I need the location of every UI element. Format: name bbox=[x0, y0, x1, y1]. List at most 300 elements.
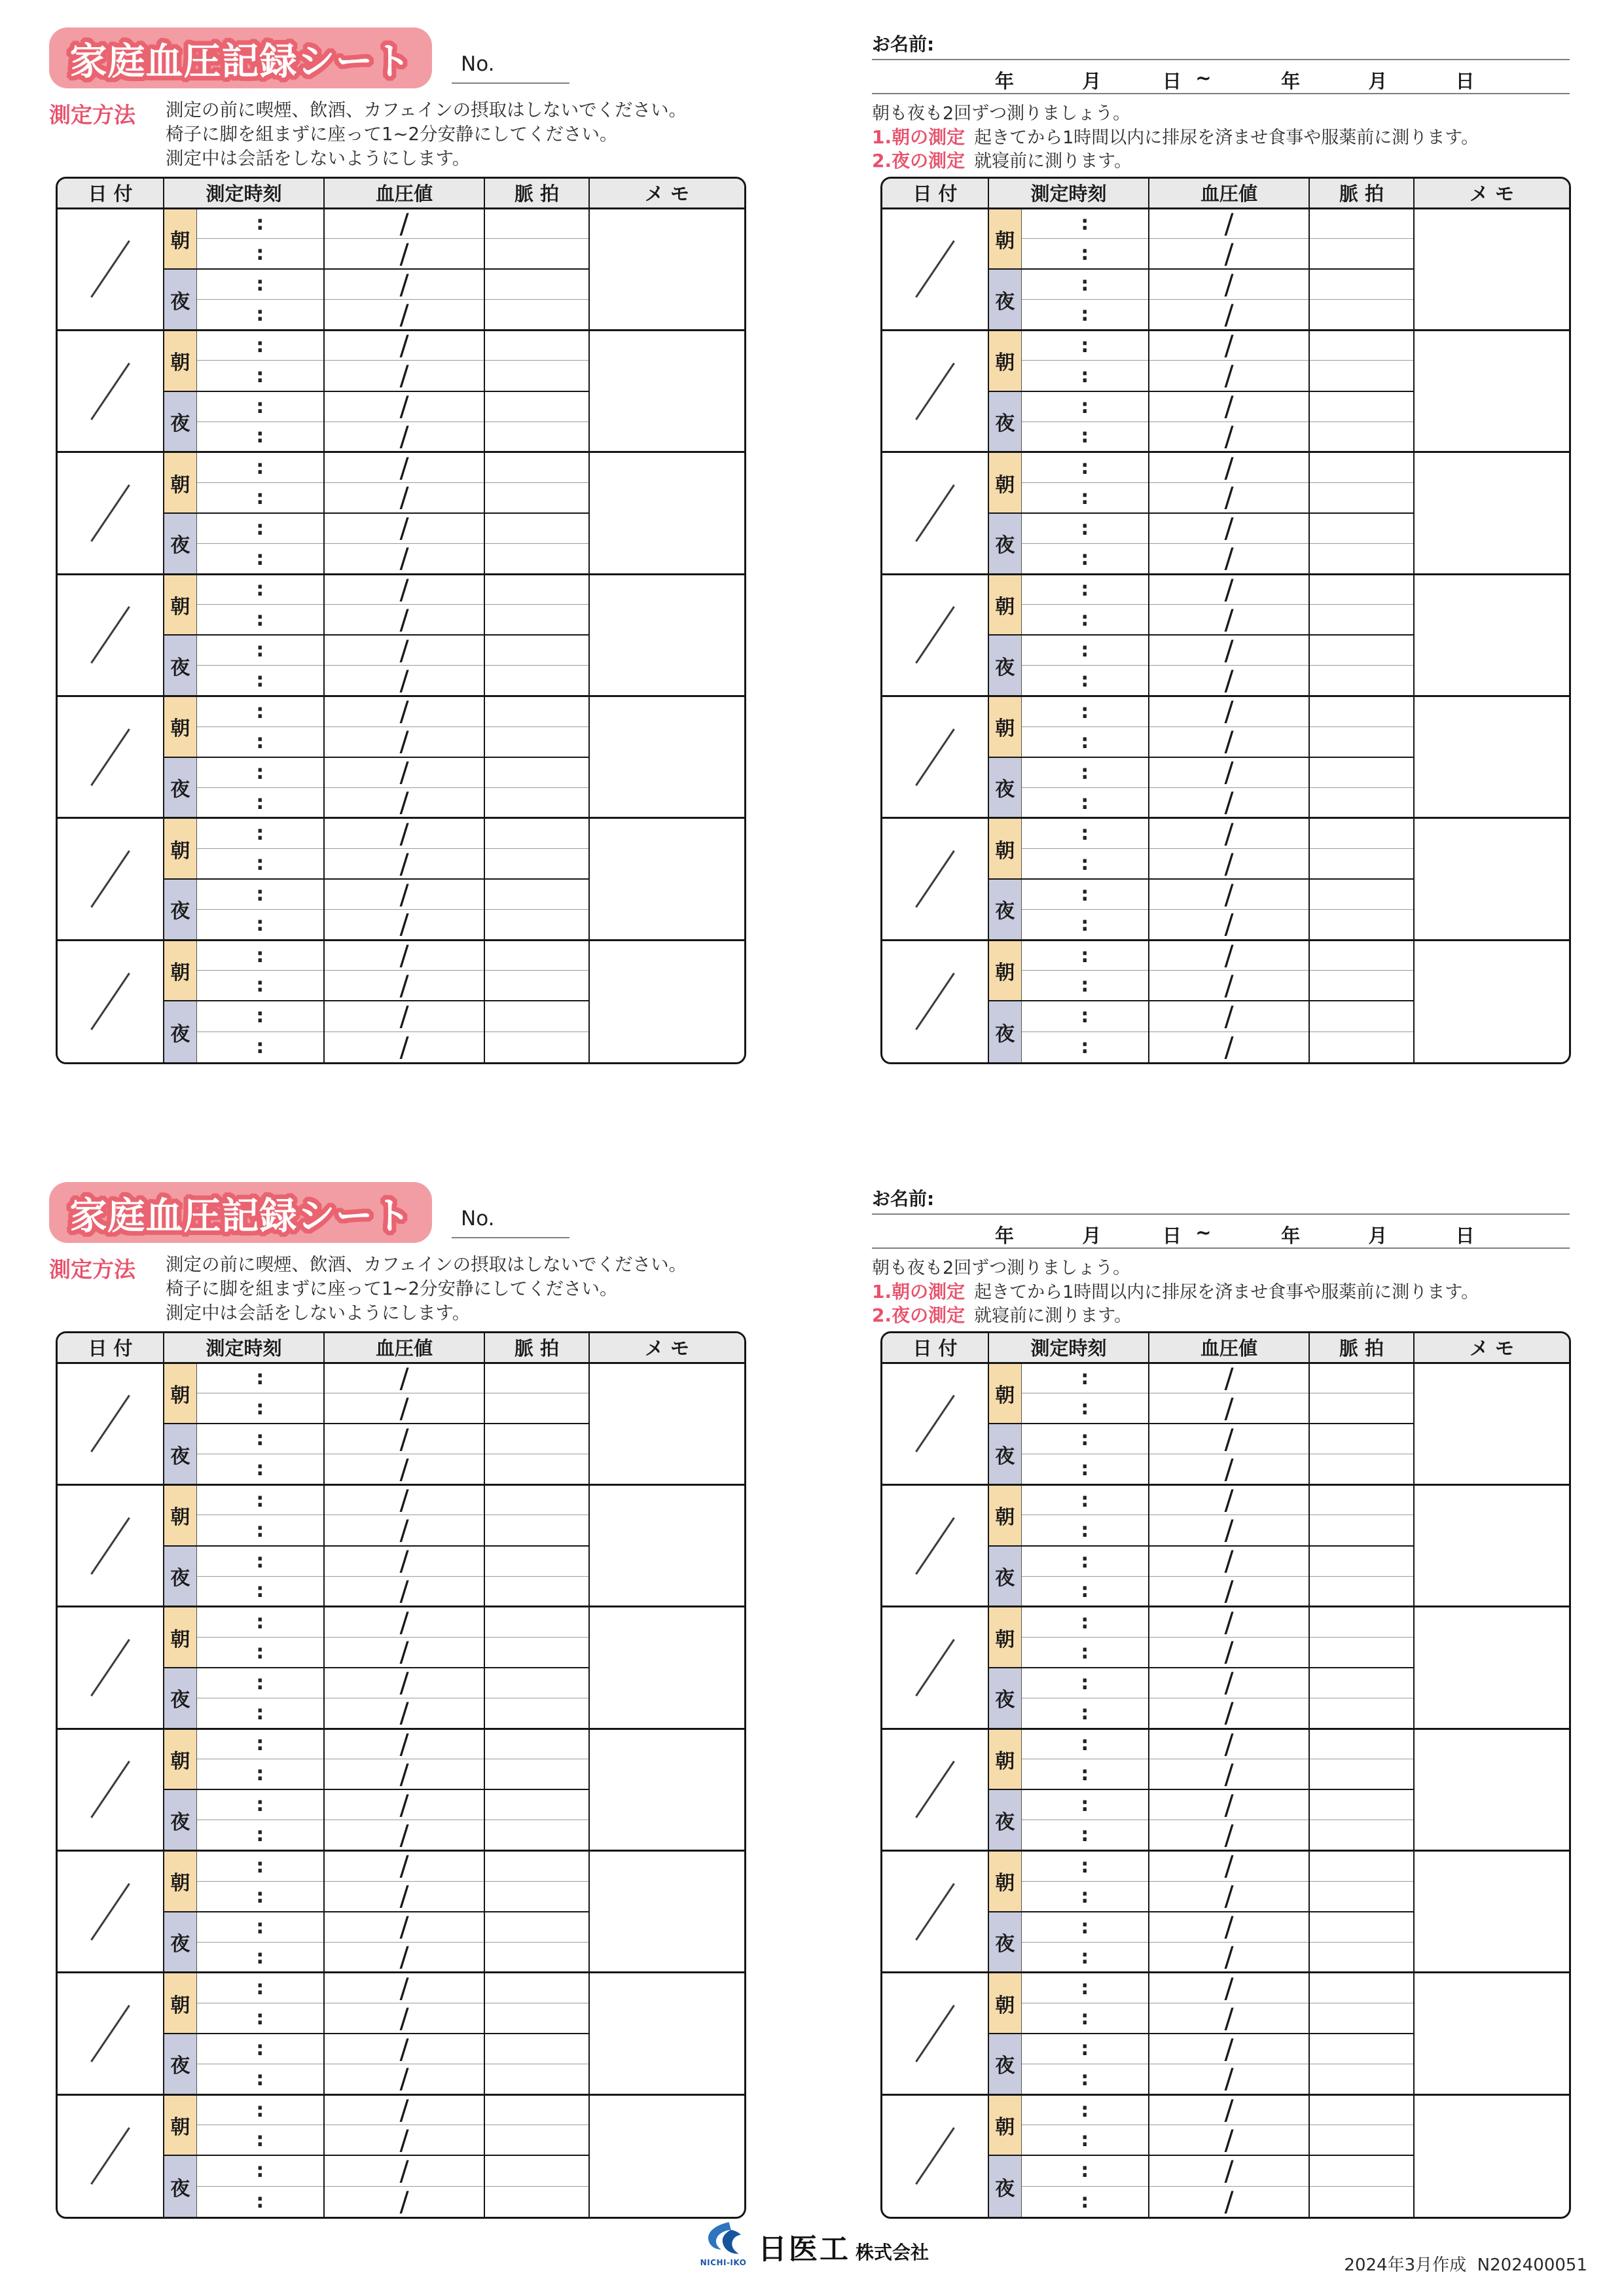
date-field-month-end: 月 bbox=[1368, 1225, 1388, 1247]
pulse-entry-cell bbox=[484, 1729, 589, 1759]
bp-slash-mark: / bbox=[1224, 999, 1234, 1032]
bp-slash-mark: / bbox=[1224, 2032, 1234, 2065]
method-label: 測定方法 bbox=[49, 1257, 135, 1282]
date-slash-mark bbox=[90, 850, 130, 908]
bp-entry-cell bbox=[324, 910, 484, 941]
period-morning-cell: 朝 bbox=[988, 330, 1021, 391]
time-entry-cell: : bbox=[1021, 1484, 1149, 1515]
date-slash-mark bbox=[90, 1639, 130, 1696]
name-label: お名前: bbox=[872, 1188, 935, 1210]
time-entry-cell: : bbox=[1021, 1942, 1149, 1973]
pulse-entry-cell bbox=[484, 1759, 589, 1790]
bp-entry-cell bbox=[324, 1729, 484, 1759]
name-label: お名前: bbox=[872, 33, 935, 55]
date-slash-mark bbox=[90, 363, 130, 420]
memo-cell bbox=[1414, 1851, 1569, 1973]
time-entry-cell: : bbox=[196, 1393, 324, 1424]
time-entry-cell: : bbox=[196, 1973, 324, 2003]
morning-step bbox=[872, 123, 1479, 149]
time-entry-cell: : bbox=[1021, 1001, 1149, 1031]
bp-slash-mark: / bbox=[399, 1850, 409, 1882]
time-entry-cell: : bbox=[1021, 2034, 1149, 2064]
time-entry-cell: : bbox=[1021, 971, 1149, 1001]
method-line-1: 測定の前に喫煙、飲酒、カフェインの摂取はしないでください。 bbox=[166, 99, 687, 120]
time-entry-cell: : bbox=[1021, 2125, 1149, 2156]
pulse-entry-cell bbox=[1309, 452, 1414, 483]
bp-entry-cell bbox=[1149, 544, 1309, 575]
date-cell bbox=[58, 696, 164, 818]
col-header-memo: メ モ bbox=[1414, 1333, 1569, 1363]
period-night-cell: 夜 bbox=[988, 513, 1021, 574]
bp-entry-cell bbox=[1149, 1576, 1309, 1607]
pulse-entry-cell bbox=[1309, 1759, 1414, 1790]
logo-roman-text: NICHI-IKO bbox=[700, 2258, 747, 2267]
time-entry-cell: : bbox=[196, 300, 324, 331]
memo-cell bbox=[589, 2094, 744, 2217]
method-line-3: 測定中は会話をしないようにします。 bbox=[166, 148, 471, 169]
col-header-pulse: 脈 拍 bbox=[484, 1333, 589, 1363]
pulse-entry-cell bbox=[484, 848, 589, 879]
morning-step-label: 1.朝の測定 bbox=[872, 126, 965, 148]
period-morning-cell: 朝 bbox=[164, 1729, 196, 1789]
time-entry-cell: : bbox=[1021, 300, 1149, 331]
company-suffix: 株式会社 bbox=[856, 2242, 929, 2263]
header-left-block bbox=[49, 1179, 746, 1329]
bp-slash-mark: / bbox=[399, 2001, 409, 2034]
time-entry-cell: : bbox=[1021, 940, 1149, 971]
time-entry-cell: : bbox=[196, 1789, 324, 1820]
date-cell bbox=[58, 1851, 164, 1973]
pulse-entry-cell bbox=[1309, 1001, 1414, 1031]
pulse-entry-cell bbox=[484, 1851, 589, 1882]
method-line-3: 測定中は会話をしないようにします。 bbox=[166, 1302, 471, 1323]
memo-cell bbox=[589, 452, 744, 574]
time-entry-cell: : bbox=[1021, 1729, 1149, 1759]
bp-slash-mark: / bbox=[1224, 2094, 1234, 2126]
bp-slash-mark: / bbox=[399, 2032, 409, 2065]
memo-cell bbox=[1414, 696, 1569, 818]
time-entry-cell: : bbox=[196, 787, 324, 818]
col-header-time: 測定時刻 bbox=[988, 179, 1149, 208]
bp-slash-mark: / bbox=[1224, 1422, 1234, 1455]
bp-slash-mark: / bbox=[1224, 2123, 1234, 2156]
pulse-entry-cell bbox=[1309, 391, 1414, 422]
bp-entry-cell bbox=[324, 848, 484, 879]
bp-entry-cell bbox=[1149, 910, 1309, 941]
bp-slash-mark: / bbox=[1224, 1514, 1234, 1547]
bp-entry-cell bbox=[324, 482, 484, 513]
date-slash-mark bbox=[915, 850, 955, 908]
bp-slash-mark: / bbox=[1224, 1818, 1234, 1851]
nichiiko-logo bbox=[698, 2221, 749, 2267]
night-step bbox=[872, 147, 1132, 173]
date-slash-mark bbox=[915, 606, 955, 664]
time-entry-cell: : bbox=[1021, 1789, 1149, 1820]
bp-entry-cell bbox=[1149, 330, 1309, 361]
bp-entry-cell bbox=[324, 1912, 484, 1943]
pulse-entry-cell bbox=[1309, 1484, 1414, 1515]
memo-cell bbox=[589, 1973, 744, 2094]
date-cell bbox=[882, 940, 988, 1062]
date-slash-mark bbox=[90, 973, 130, 1030]
date-slash-mark bbox=[90, 606, 130, 664]
memo-cell bbox=[589, 1729, 744, 1850]
memo-cell bbox=[589, 1607, 744, 1729]
period-morning-cell: 朝 bbox=[164, 1607, 196, 1668]
pulse-entry-cell bbox=[1309, 940, 1414, 971]
time-entry-cell: : bbox=[196, 1759, 324, 1790]
period-morning-cell: 朝 bbox=[164, 940, 196, 1001]
date-cell bbox=[882, 330, 988, 452]
period-night-cell: 夜 bbox=[164, 391, 196, 452]
bp-entry-cell bbox=[1149, 1851, 1309, 1882]
date-range-tilde: ~ bbox=[1195, 1221, 1212, 1244]
day-row-morning-1 bbox=[58, 818, 744, 849]
memo-cell bbox=[1414, 452, 1569, 574]
method-section bbox=[49, 98, 687, 171]
col-header-time: 測定時刻 bbox=[164, 179, 324, 208]
time-entry-cell: : bbox=[196, 2034, 324, 2064]
day-row-morning-1 bbox=[58, 1607, 744, 1638]
bp-entry-cell bbox=[1149, 1912, 1309, 1943]
time-entry-cell: : bbox=[1021, 239, 1149, 270]
time-entry-cell: : bbox=[196, 1668, 324, 1698]
pulse-entry-cell bbox=[1309, 1729, 1414, 1759]
bp-slash-mark: / bbox=[1224, 1941, 1234, 1973]
bp-entry-cell bbox=[1149, 848, 1309, 879]
pulse-entry-cell bbox=[1309, 1912, 1414, 1943]
bp-slash-mark: / bbox=[1224, 1850, 1234, 1882]
pulse-entry-cell bbox=[484, 2064, 589, 2095]
pulse-entry-cell bbox=[1309, 1820, 1414, 1851]
bp-slash-mark: / bbox=[1224, 1484, 1234, 1516]
pulse-entry-cell bbox=[484, 1942, 589, 1973]
bp-entry-cell bbox=[1149, 1698, 1309, 1729]
pulse-entry-cell bbox=[1309, 2125, 1414, 2156]
period-night-cell: 夜 bbox=[164, 1668, 196, 1729]
bp-entry-cell bbox=[324, 513, 484, 544]
bp-slash-mark: / bbox=[399, 817, 409, 850]
period-morning-cell: 朝 bbox=[164, 696, 196, 757]
memo-cell bbox=[1414, 818, 1569, 940]
night-step-text: 就寝前に測ります。 bbox=[974, 151, 1132, 171]
pulse-entry-cell bbox=[484, 1363, 589, 1393]
bp-entry-cell bbox=[1149, 1820, 1309, 1851]
bp-slash-mark: / bbox=[1224, 420, 1234, 452]
bp-slash-mark: / bbox=[1224, 481, 1234, 514]
method-line-1: 測定の前に喫煙、飲酒、カフェインの摂取はしないでください。 bbox=[166, 1254, 687, 1275]
date-cell bbox=[882, 818, 988, 940]
period-morning-cell: 朝 bbox=[988, 208, 1021, 269]
bp-slash-mark: / bbox=[399, 1391, 409, 1424]
col-header-bp: 血圧値 bbox=[324, 179, 484, 208]
bp-entry-cell bbox=[1149, 1668, 1309, 1698]
bp-slash-mark: / bbox=[399, 1514, 409, 1547]
pulse-entry-cell bbox=[1309, 1698, 1414, 1729]
time-entry-cell: : bbox=[196, 361, 324, 391]
date-field-year-start: 年 bbox=[995, 70, 1015, 92]
period-morning-cell: 朝 bbox=[988, 940, 1021, 1001]
bp-entry-cell bbox=[1149, 482, 1309, 513]
pulse-entry-cell bbox=[484, 1698, 589, 1729]
pulse-entry-cell bbox=[484, 1515, 589, 1546]
morning-step-text: 起きてから1時間以内に排尿を済ませ食事や服薬前に測ります。 bbox=[974, 128, 1479, 148]
memo-cell bbox=[589, 1851, 744, 1973]
bp-slash-mark: / bbox=[399, 939, 409, 972]
bp-entry-cell bbox=[1149, 1789, 1309, 1820]
pulse-entry-cell bbox=[1309, 544, 1414, 575]
bp-entry-cell bbox=[324, 2125, 484, 2156]
time-entry-cell: : bbox=[1021, 208, 1149, 239]
bp-slash-mark: / bbox=[1224, 725, 1234, 758]
bp-slash-mark: / bbox=[399, 969, 409, 1001]
day-row-morning-1 bbox=[58, 1973, 744, 2003]
bp-slash-mark: / bbox=[399, 481, 409, 514]
bp-entry-cell bbox=[324, 605, 484, 636]
bp-slash-mark: / bbox=[399, 1880, 409, 1912]
day-row-morning-1 bbox=[58, 208, 744, 239]
col-header-time: 測定時刻 bbox=[164, 1333, 324, 1363]
pulse-entry-cell bbox=[484, 1001, 589, 1031]
bp-slash-mark: / bbox=[399, 725, 409, 758]
period-night-cell: 夜 bbox=[164, 635, 196, 696]
date-cell bbox=[58, 818, 164, 940]
period-night-cell: 夜 bbox=[988, 1424, 1021, 1484]
bp-slash-mark: / bbox=[1224, 237, 1234, 270]
bp-entry-cell bbox=[324, 300, 484, 331]
date-slash-mark bbox=[915, 484, 955, 542]
bp-entry-cell bbox=[1149, 239, 1309, 270]
col-header-memo: メ モ bbox=[589, 179, 744, 208]
time-entry-cell: : bbox=[1021, 361, 1149, 391]
date-slash-mark bbox=[915, 1517, 955, 1575]
pulse-entry-cell bbox=[1309, 361, 1414, 391]
bp-slash-mark: / bbox=[399, 695, 409, 728]
date-field-day-end: 日 bbox=[1455, 1225, 1475, 1247]
col-header-date: 日 付 bbox=[882, 179, 988, 208]
pulse-entry-cell bbox=[1309, 787, 1414, 818]
period-morning-cell: 朝 bbox=[164, 2094, 196, 2155]
memo-cell bbox=[589, 574, 744, 696]
pulse-entry-cell bbox=[484, 239, 589, 270]
day-row-morning-1 bbox=[58, 1484, 744, 1515]
bp-entry-cell bbox=[1149, 940, 1309, 971]
bp-entry-cell bbox=[324, 1881, 484, 1912]
period-morning-cell: 朝 bbox=[988, 1363, 1021, 1424]
pulse-entry-cell bbox=[1309, 1454, 1414, 1485]
day-row-morning-1 bbox=[882, 2094, 1569, 2125]
bp-entry-cell bbox=[324, 422, 484, 452]
bp-entry-cell bbox=[1149, 726, 1309, 757]
pulse-entry-cell bbox=[1309, 574, 1414, 605]
pulse-entry-cell bbox=[484, 910, 589, 941]
time-entry-cell: : bbox=[1021, 391, 1149, 422]
time-entry-cell: : bbox=[1021, 635, 1149, 666]
bp-entry-cell bbox=[1149, 391, 1309, 422]
bp-entry-cell bbox=[324, 208, 484, 239]
col-header-memo: メ モ bbox=[1414, 179, 1569, 208]
pulse-entry-cell bbox=[1309, 879, 1414, 910]
bp-slash-mark: / bbox=[399, 999, 409, 1032]
sheet-half bbox=[0, 25, 1624, 1072]
bp-entry-cell bbox=[324, 726, 484, 757]
time-entry-cell: : bbox=[196, 1515, 324, 1546]
bp-slash-mark: / bbox=[399, 512, 409, 545]
pulse-entry-cell bbox=[484, 330, 589, 361]
bp-slash-mark: / bbox=[399, 1696, 409, 1729]
pulse-entry-cell bbox=[484, 696, 589, 727]
period-night-cell: 夜 bbox=[164, 879, 196, 940]
date-cell bbox=[882, 452, 988, 574]
time-entry-cell: : bbox=[1021, 696, 1149, 727]
date-cell bbox=[882, 696, 988, 818]
bp-entry-cell bbox=[324, 757, 484, 788]
pulse-entry-cell bbox=[1309, 422, 1414, 452]
bp-table-left bbox=[56, 177, 746, 1064]
time-entry-cell: : bbox=[196, 848, 324, 879]
date-slash-mark bbox=[90, 2005, 130, 2062]
date-slash-mark bbox=[915, 1395, 955, 1452]
time-entry-cell: : bbox=[196, 1881, 324, 1912]
time-entry-cell: : bbox=[196, 1031, 324, 1062]
period-morning-cell: 朝 bbox=[164, 1484, 196, 1545]
period-night-cell: 夜 bbox=[164, 1789, 196, 1850]
bp-slash-mark: / bbox=[399, 1422, 409, 1455]
no-label: No. bbox=[461, 52, 495, 76]
time-entry-cell: : bbox=[196, 330, 324, 361]
bp-slash-mark: / bbox=[399, 451, 409, 484]
bp-slash-mark: / bbox=[399, 1941, 409, 1973]
bp-entry-cell bbox=[324, 1484, 484, 1515]
time-entry-cell: : bbox=[1021, 544, 1149, 575]
header-left-block bbox=[49, 25, 746, 174]
memo-cell bbox=[589, 208, 744, 330]
period-morning-cell: 朝 bbox=[164, 818, 196, 879]
bp-slash-mark: / bbox=[399, 756, 409, 789]
day-row-morning-1 bbox=[882, 330, 1569, 361]
bp-slash-mark: / bbox=[1224, 1971, 1234, 2004]
day-row-morning-1 bbox=[58, 2094, 744, 2125]
bp-slash-mark: / bbox=[399, 542, 409, 575]
time-entry-cell: : bbox=[1021, 269, 1149, 300]
bp-entry-cell bbox=[324, 787, 484, 818]
time-entry-cell: : bbox=[196, 666, 324, 696]
time-entry-cell: : bbox=[196, 1851, 324, 1882]
pulse-entry-cell bbox=[1309, 239, 1414, 270]
pulse-entry-cell bbox=[484, 787, 589, 818]
date-cell bbox=[58, 574, 164, 696]
bp-entry-cell bbox=[1149, 269, 1309, 300]
date-cell bbox=[882, 1729, 988, 1850]
time-entry-cell: : bbox=[196, 1363, 324, 1393]
bp-entry-cell bbox=[324, 1851, 484, 1882]
date-cell bbox=[58, 1729, 164, 1850]
pulse-entry-cell bbox=[1309, 1546, 1414, 1577]
period-night-cell: 夜 bbox=[164, 2155, 196, 2217]
bp-entry-cell bbox=[324, 1789, 484, 1820]
page-footer bbox=[0, 2220, 1624, 2286]
date-underline bbox=[872, 93, 1570, 94]
pulse-entry-cell bbox=[484, 879, 589, 910]
time-entry-cell: : bbox=[196, 2125, 324, 2156]
bp-entry-cell bbox=[324, 1393, 484, 1424]
pulse-entry-cell bbox=[484, 2186, 589, 2217]
time-entry-cell: : bbox=[196, 1454, 324, 1485]
bp-entry-cell bbox=[1149, 1001, 1309, 1031]
day-row-morning-1 bbox=[58, 1851, 744, 1882]
pulse-entry-cell bbox=[484, 1881, 589, 1912]
bp-slash-mark: / bbox=[399, 268, 409, 300]
bp-slash-mark: / bbox=[1224, 1545, 1234, 1577]
morning-step-label: 1.朝の測定 bbox=[872, 1281, 965, 1302]
pulse-entry-cell bbox=[484, 482, 589, 513]
time-entry-cell: : bbox=[1021, 726, 1149, 757]
measure-note: 朝も夜も2回ずつ測りましょう。 bbox=[872, 103, 1131, 124]
bp-slash-mark: / bbox=[1224, 207, 1234, 240]
time-entry-cell: : bbox=[196, 1729, 324, 1759]
bp-slash-mark: / bbox=[399, 1971, 409, 2004]
date-field-month-start: 月 bbox=[1082, 1225, 1102, 1247]
tables-row bbox=[56, 1331, 1571, 2219]
bp-entry-cell bbox=[324, 1820, 484, 1851]
bp-slash-mark: / bbox=[399, 1666, 409, 1699]
time-entry-cell: : bbox=[1021, 1973, 1149, 2003]
pulse-entry-cell bbox=[484, 574, 589, 605]
no-field bbox=[452, 52, 569, 84]
period-morning-cell: 朝 bbox=[164, 208, 196, 269]
bp-slash-mark: / bbox=[1224, 573, 1234, 605]
time-entry-cell: : bbox=[196, 971, 324, 1001]
title-badge bbox=[49, 1182, 432, 1243]
date-cell bbox=[58, 330, 164, 452]
pulse-entry-cell bbox=[484, 208, 589, 239]
time-entry-cell: : bbox=[196, 1912, 324, 1943]
bp-slash-mark: / bbox=[1224, 969, 1234, 1001]
pulse-entry-cell bbox=[484, 452, 589, 483]
bp-entry-cell bbox=[1149, 422, 1309, 452]
date-cell bbox=[882, 208, 988, 330]
time-entry-cell: : bbox=[1021, 1637, 1149, 1668]
pulse-entry-cell bbox=[1309, 635, 1414, 666]
period-night-cell: 夜 bbox=[164, 757, 196, 818]
measure-note: 朝も夜も2回ずつ測りましょう。 bbox=[872, 1258, 1131, 1278]
bp-slash-mark: / bbox=[399, 1452, 409, 1485]
bp-slash-mark: / bbox=[1224, 451, 1234, 484]
pulse-entry-cell bbox=[1309, 208, 1414, 239]
pulse-entry-cell bbox=[1309, 330, 1414, 361]
bp-entry-cell bbox=[1149, 971, 1309, 1001]
date-field-year-end: 年 bbox=[1281, 70, 1301, 92]
bp-slash-mark: / bbox=[399, 359, 409, 392]
time-entry-cell: : bbox=[1021, 1031, 1149, 1062]
time-entry-cell: : bbox=[196, 1820, 324, 1851]
time-entry-cell: : bbox=[1021, 2064, 1149, 2095]
pulse-entry-cell bbox=[484, 1607, 589, 1638]
day-row-morning-1 bbox=[58, 330, 744, 361]
bp-entry-cell bbox=[1149, 2094, 1309, 2125]
col-header-pulse: 脈 拍 bbox=[1309, 179, 1414, 208]
time-entry-cell: : bbox=[196, 1698, 324, 1729]
day-row-morning-1 bbox=[882, 1363, 1569, 1393]
bp-slash-mark: / bbox=[399, 1484, 409, 1516]
memo-cell bbox=[1414, 574, 1569, 696]
pulse-entry-cell bbox=[1309, 269, 1414, 300]
day-row-morning-1 bbox=[882, 818, 1569, 849]
bp-entry-cell bbox=[1149, 1607, 1309, 1638]
bp-entry-cell bbox=[1149, 361, 1309, 391]
date-cell bbox=[58, 208, 164, 330]
period-night-cell: 夜 bbox=[988, 391, 1021, 452]
